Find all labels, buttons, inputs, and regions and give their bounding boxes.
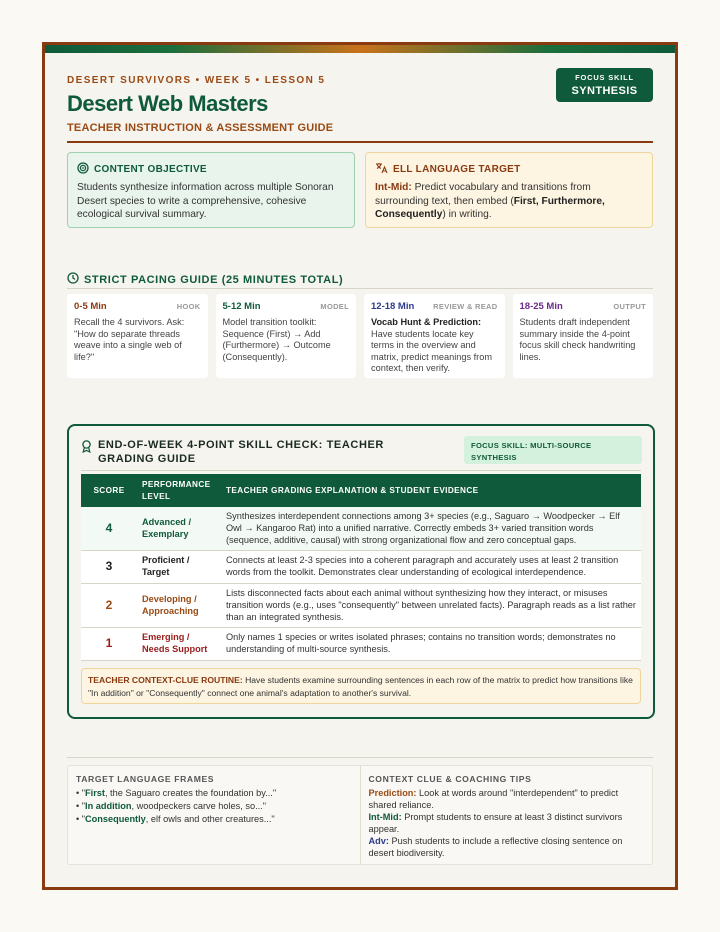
content-objective-heading xyxy=(77,162,345,177)
top-accent-bar xyxy=(45,45,675,53)
list-item xyxy=(369,811,645,835)
award-icon xyxy=(81,440,92,466)
pacing-time: 18-25 Min xyxy=(519,301,563,312)
tip-label: Prediction: xyxy=(368,788,417,798)
ell-target-title: ELL LANGUAGE TARGET xyxy=(393,164,521,175)
frames-heading: TARGET LANGUAGE FRAMES xyxy=(76,774,215,784)
rubric-title: END-OF-WEEK 4-POINT SKILL CHECK: TEACHER GRADING GUIDE xyxy=(98,439,384,465)
frame-keyword: First xyxy=(85,788,105,798)
explanation-cell: Lists disconnected facts about each animal without synthesizing how they interact, or misuses transition words (e.g., uses "consequently" between unrelated facts). Paragraph reads as a list rather than an integrated synthesis. xyxy=(221,583,641,627)
target-icon xyxy=(77,162,89,177)
pacing-tag: MODEL xyxy=(320,302,349,311)
coaching-tips-column xyxy=(360,766,653,864)
explanation-cell: Synthesizes interdependent connections among 3+ species (e.g., Saguaro → Woodpecker → Elf Owl → Kangaroo Rat) into a unified narrative. Correctly embeds 3+ varied transition words (sequence, additive, causal) with strong organizational flow and zero conceptual gaps. xyxy=(221,507,641,551)
lesson-eyebrow: DESERT SURVIVORS • WEEK 5 • LESSON 5 xyxy=(67,75,326,86)
pacing-time: 5-12 Min xyxy=(222,301,261,312)
content-objective-text: Students synthesize information across multiple Sonoran Desert species to write a comprehensive, cohesive ecological survival summary. xyxy=(77,182,334,220)
ell-target-text xyxy=(375,181,643,222)
level-cell: Developing / Approaching xyxy=(137,583,221,627)
pacing-card-review xyxy=(364,294,505,378)
tip-label: Int-Mid: xyxy=(368,812,402,822)
list-item: • "First, the Saguaro creates the foundation by..." xyxy=(76,788,277,798)
tips-heading: CONTEXT CLUE & COACHING TIPS xyxy=(368,774,532,784)
explanation-cell: Connects at least 2-3 species into a coherent paragraph and accurately uses at least 2 transition words from the toolkit. Demonstrates clear understanding of ecological interdependence. xyxy=(221,551,641,584)
frame-text: , elf owls and other creatures..." xyxy=(145,814,275,824)
ell-text-part2: ) in writing. xyxy=(442,209,492,220)
language-frames-column xyxy=(68,766,360,864)
rubric-table xyxy=(81,474,641,661)
table-row xyxy=(81,551,641,584)
skill-check-rubric xyxy=(67,424,655,719)
pacing-tag: OUTPUT xyxy=(613,302,646,311)
pacing-card-output xyxy=(513,294,654,378)
bottom-divider xyxy=(67,757,653,758)
page-title: Desert Web Masters xyxy=(67,91,268,116)
focus-skill-badge xyxy=(556,68,653,102)
pacing-body: Have students locate key terms in the overview and matrix, predict meanings from context, then verify. xyxy=(371,328,493,373)
frame-keyword: In addition xyxy=(85,801,132,811)
clock-icon xyxy=(67,272,79,287)
content-objective-title: CONTENT OBJECTIVE xyxy=(94,164,207,175)
tip-text: Look at words around "interdependent" to predict shared reliance. xyxy=(368,788,619,810)
pacing-cards xyxy=(67,294,653,378)
table-row xyxy=(81,507,641,551)
pacing-tag: REVIEW & READ xyxy=(433,302,498,311)
tip-label: Adv: xyxy=(368,836,389,846)
lesson-page xyxy=(42,42,678,890)
pacing-text xyxy=(371,317,498,375)
pacing-card-model xyxy=(216,294,357,378)
ell-target-box xyxy=(365,152,653,228)
pacing-card-hook xyxy=(67,294,208,378)
page-subtitle: TEACHER INSTRUCTION & ASSESSMENT GUIDE xyxy=(67,122,334,134)
level-cell: Emerging / Needs Support xyxy=(137,628,221,661)
pacing-divider xyxy=(67,288,653,289)
ell-level-label: Int-Mid: xyxy=(375,182,412,193)
rubric-header-row xyxy=(81,474,641,507)
focus-skill-value: SYNTHESIS xyxy=(571,85,638,97)
level-cell: Proficient / Target xyxy=(137,551,221,584)
score-cell: 1 xyxy=(81,628,137,661)
translate-icon xyxy=(375,162,388,177)
focus-skill-label: FOCUS SKILL xyxy=(575,73,634,82)
pacing-title: STRICT PACING GUIDE (25 MINUTES TOTAL) xyxy=(84,273,344,286)
list-item: • "Consequently, elf owls and other creatures..." xyxy=(76,814,275,824)
score-cell: 4 xyxy=(81,507,137,551)
content-objective-box xyxy=(67,152,355,228)
pacing-text: Recall the 4 survivors. Ask: "How do separate threads weave into a single web of life?" xyxy=(74,317,185,362)
score-cell: 3 xyxy=(81,551,137,584)
rubric-focus-badge: FOCUS SKILL: MULTI-SOURCE SYNTHESIS xyxy=(464,436,642,464)
col-level: PERFORMANCE LEVEL xyxy=(137,474,221,507)
score-cell: 2 xyxy=(81,583,137,627)
frame-text: , woodpeckers carve holes, so..." xyxy=(131,801,266,811)
frame-text: , the Saguaro creates the foundation by..." xyxy=(104,788,277,798)
tip-text: Push students to include a reflective closing sentence on desert biodiversity. xyxy=(368,836,623,858)
tip-text: Prompt students to ensure at least 3 distinct survivors appear. xyxy=(368,812,623,834)
explanation-cell: Only names 1 species or writes isolated phrases; contains no transition words; demonstrates no understanding of multi-source synthesis. xyxy=(221,628,641,661)
list-item xyxy=(369,787,645,811)
rubric-heading xyxy=(81,438,436,466)
rubric-divider xyxy=(81,470,641,471)
list-item: • "In addition, woodpeckers carve holes, so..." xyxy=(76,801,266,811)
col-explanation: TEACHER GRADING EXPLANATION & STUDENT EVIDENCE xyxy=(221,474,641,507)
routine-label: TEACHER CONTEXT-CLUE ROUTINE: xyxy=(88,675,243,685)
routine-text: Have students examine surrounding sentences in each row of the matrix to predict how transitions like "In addition" or "Consequently" connect one animal's adaptation to another's survival. xyxy=(88,675,633,698)
ell-text-part1: Predict vocabulary and transitions from surrounding text, then embed ( xyxy=(375,182,591,207)
table-row xyxy=(81,583,641,627)
level-cell: Advanced / Exemplary xyxy=(137,507,221,551)
pacing-time: 12-18 Min xyxy=(371,301,415,312)
pacing-text: Students draft independent summary inside the 4-point focus skill check handwriting lines. xyxy=(519,317,636,362)
pacing-lead: Vocab Hunt & Prediction: xyxy=(371,317,482,327)
col-score: SCORE xyxy=(81,474,137,507)
pacing-text: Model transition toolkit: Sequence (First) → Add (Furthermore) → Outcome (Consequently). xyxy=(222,317,331,362)
list-item xyxy=(369,835,645,859)
support-panel xyxy=(67,765,653,865)
pacing-time: 0-5 Min xyxy=(74,301,107,312)
ell-target-heading xyxy=(375,162,643,177)
table-row xyxy=(81,628,641,661)
pacing-heading xyxy=(67,272,343,287)
context-clue-routine xyxy=(81,668,641,704)
frame-keyword: Consequently xyxy=(85,814,146,824)
header-divider xyxy=(67,141,653,143)
pacing-tag: HOOK xyxy=(176,302,201,311)
ell-transition-words: First, Furthermore, Consequently xyxy=(375,195,605,220)
